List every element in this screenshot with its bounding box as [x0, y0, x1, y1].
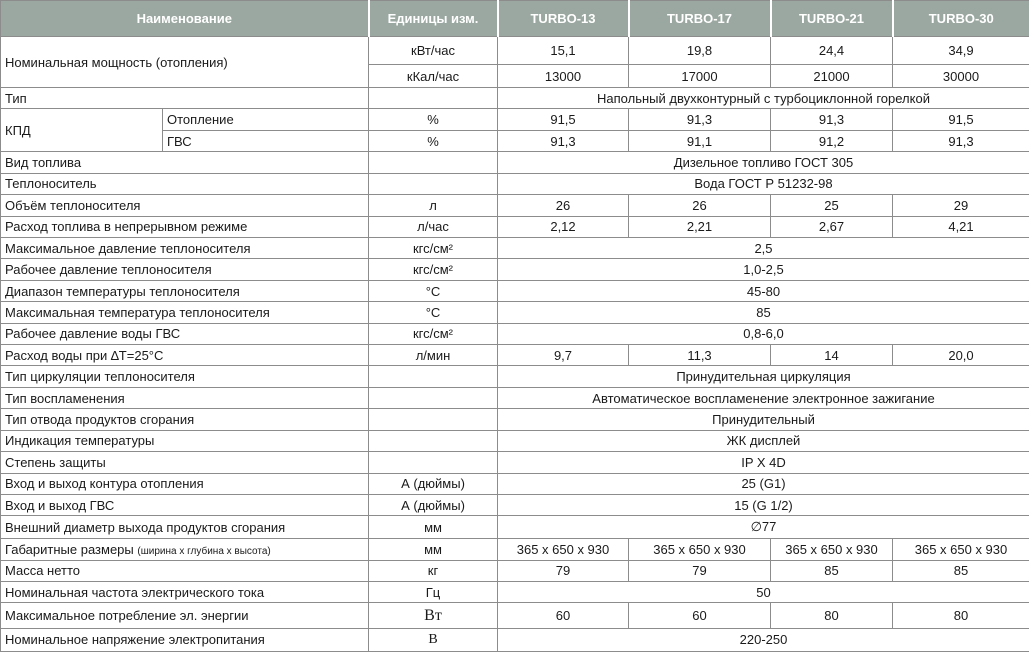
row-power-kwt-value-turbo17: 19,8 [629, 37, 771, 65]
table-row [1, 345, 1029, 366]
table-row [1, 409, 1029, 430]
row-dimensions-unit: мм [369, 539, 498, 560]
row-type-unit [369, 88, 498, 109]
row-kpd-heating-value-turbo30: 91,5 [893, 109, 1029, 130]
row-fuel-value: Дизельное топливо ГОСТ 305 [498, 152, 1029, 173]
row-frequency-value: 50 [498, 582, 1029, 603]
table-row [1, 516, 1029, 539]
row-kpd-heating-value-turbo17: 91,3 [629, 109, 771, 130]
row-power-label: Номинальная мощность (отопления) [1, 37, 369, 88]
row-max-pressure-value: 2,5 [498, 237, 1029, 258]
column-header-turbo-21: TURBO-21 [771, 1, 893, 37]
row-power-consumption-unit: Вт [369, 603, 498, 628]
row-power-kkal-unit: кКал/час [369, 65, 498, 88]
row-volume-label: Объём теплоносителя [1, 195, 369, 216]
row-type-value: Напольный двухконтурный с турбоциклонной горелкой [498, 88, 1029, 109]
header-row [1, 1, 1029, 37]
row-weight-label: Масса нетто [1, 560, 369, 581]
row-water-flow-unit: л/мин [369, 345, 498, 366]
row-frequency-label: Номинальная частота электрического тока [1, 582, 369, 603]
row-ignition-label: Тип воспламенения [1, 387, 369, 408]
table-row [1, 387, 1029, 408]
row-water-flow-value-turbo21: 14 [771, 345, 893, 366]
column-header-turbo-30: TURBO-30 [893, 1, 1029, 37]
row-indication-label: Индикация температуры [1, 430, 369, 451]
row-weight-unit: кг [369, 560, 498, 581]
row-fuel-consumption-unit: л/час [369, 216, 498, 237]
row-max-pressure-label: Максимальное давление теплоносителя [1, 237, 369, 258]
row-protection-value: IP X 4D [498, 452, 1029, 473]
row-work-pressure-label: Рабочее давление теплоносителя [1, 259, 369, 280]
row-frequency-unit: Гц [369, 582, 498, 603]
row-type-label: Тип [1, 88, 369, 109]
table-row [1, 430, 1029, 451]
row-power-kwt-value-turbo21: 24,4 [771, 37, 893, 65]
row-dhw-inout-label: Вход и выход ГВС [1, 495, 369, 516]
table-row [1, 216, 1029, 237]
row-indication-unit [369, 430, 498, 451]
row-dhw-inout-value: 15 (G 1/2) [498, 495, 1029, 516]
row-power-consumption-label: Максимальное потребление эл. энергии [1, 603, 369, 628]
row-kpd-heating-value-turbo21: 91,3 [771, 109, 893, 130]
row-power-kkal-value-turbo13: 13000 [498, 65, 629, 88]
row-work-pressure-unit: кгс/см² [369, 259, 498, 280]
table-row [1, 259, 1029, 280]
row-circulation-unit [369, 366, 498, 387]
table-row [1, 452, 1029, 473]
row-water-flow-value-turbo17: 11,3 [629, 345, 771, 366]
table-row [1, 237, 1029, 258]
row-temp-range-unit: °С [369, 280, 498, 301]
table-row [1, 495, 1029, 516]
row-ignition-value: Автоматическое воспламенение электронное зажигание [498, 387, 1029, 408]
row-power-consumption-value-turbo17: 60 [629, 603, 771, 628]
row-circulation-value: Принудительная циркуляция [498, 366, 1029, 387]
row-voltage-label: Номинальное напряжение электропитания [1, 628, 369, 651]
column-header-name: Наименование [1, 1, 369, 37]
row-fuel-consumption-value-turbo17: 2,21 [629, 216, 771, 237]
row-kpd-label: КПД [1, 109, 163, 152]
row-dhw-pressure-unit: кгс/см² [369, 323, 498, 344]
row-work-pressure-value: 1,0-2,5 [498, 259, 1029, 280]
row-power-kkal-value-turbo17: 17000 [629, 65, 771, 88]
row-volume-value-turbo17: 26 [629, 195, 771, 216]
table-row [1, 280, 1029, 301]
row-dhw-inout-unit: А (дюймы) [369, 495, 498, 516]
row-voltage-value: 220-250 [498, 628, 1029, 651]
table-row [1, 323, 1029, 344]
row-heating-inout-unit: А (дюймы) [369, 473, 498, 494]
column-header-turbo-13: TURBO-13 [498, 1, 629, 37]
table-row [1, 539, 1029, 560]
row-volume-value-turbo30: 29 [893, 195, 1029, 216]
row-dimensions-value-turbo30: 365 х 650 х 930 [893, 539, 1029, 560]
row-power-kwt-value-turbo30: 34,9 [893, 37, 1029, 65]
row-volume-unit: л [369, 195, 498, 216]
row-max-temp-unit: °С [369, 302, 498, 323]
table-row [1, 473, 1029, 494]
row-weight-value-turbo21: 85 [771, 560, 893, 581]
row-power-consumption-value-turbo30: 80 [893, 603, 1029, 628]
row-indication-value: ЖК дисплей [498, 430, 1029, 451]
row-kpd-dhw-unit: % [369, 130, 498, 151]
row-max-pressure-unit: кгс/см² [369, 237, 498, 258]
table-row [1, 152, 1029, 173]
row-max-temp-value: 85 [498, 302, 1029, 323]
column-header-turbo-17: TURBO-17 [629, 1, 771, 37]
table-row [1, 628, 1029, 651]
row-flue-diameter-label: Внешний диаметр выхода продуктов сгорания [1, 516, 369, 539]
row-power-kwt-unit: кВт/час [369, 37, 498, 65]
row-max-temp-label: Максимальная температура теплоносителя [1, 302, 369, 323]
table-row [1, 302, 1029, 323]
row-kpd-dhw-value-turbo21: 91,2 [771, 130, 893, 151]
row-weight-value-turbo30: 85 [893, 560, 1029, 581]
row-voltage-unit: В [369, 628, 498, 651]
row-kpd-dhw-value-turbo30: 91,3 [893, 130, 1029, 151]
row-exhaust-label: Тип отвода продуктов сгорания [1, 409, 369, 430]
row-flue-diameter-value: ∅77 [498, 516, 1029, 539]
table-row [1, 560, 1029, 581]
row-exhaust-value: Принудительный [498, 409, 1029, 430]
dimensions-label-note: (ширина х глубина х высота) [137, 545, 271, 557]
row-fuel-unit [369, 152, 498, 173]
row-weight-value-turbo17: 79 [629, 560, 771, 581]
row-circulation-label: Тип циркуляции теплоносителя [1, 366, 369, 387]
table-row [1, 603, 1029, 628]
row-dhw-pressure-value: 0,8-6,0 [498, 323, 1029, 344]
table-row [1, 582, 1029, 603]
row-power-kkal-value-turbo30: 30000 [893, 65, 1029, 88]
row-coolant-unit [369, 173, 498, 194]
row-kpd-heating-unit: % [369, 109, 498, 130]
dimensions-label-text: Габаритные размеры [5, 541, 134, 557]
table-row [1, 195, 1029, 216]
row-kpd-heating-label: Отопление [163, 109, 369, 130]
row-water-flow-label: Расход воды при ∆Т=25°С [1, 345, 369, 366]
row-power-kkal-value-turbo21: 21000 [771, 65, 893, 88]
row-fuel-consumption-label: Расход топлива в непрерывном режиме [1, 216, 369, 237]
row-ignition-unit [369, 387, 498, 408]
row-dimensions-value-turbo17: 365 х 650 х 930 [629, 539, 771, 560]
table-row [1, 88, 1029, 109]
row-temp-range-value: 45-80 [498, 280, 1029, 301]
row-temp-range-label: Диапазон температуры теплоносителя [1, 280, 369, 301]
row-protection-label: Степень защиты [1, 452, 369, 473]
row-kpd-dhw-value-turbo13: 91,3 [498, 130, 629, 151]
column-header-units: Единицы изм. [369, 1, 498, 37]
row-weight-value-turbo13: 79 [498, 560, 629, 581]
row-coolant-value: Вода ГОСТ Р 51232-98 [498, 173, 1029, 194]
row-dimensions-value-turbo21: 365 х 650 х 930 [771, 539, 893, 560]
row-volume-value-turbo13: 26 [498, 195, 629, 216]
row-kpd-heating-value-turbo13: 91,5 [498, 109, 629, 130]
row-kpd-dhw-value-turbo17: 91,1 [629, 130, 771, 151]
row-fuel-consumption-value-turbo13: 2,12 [498, 216, 629, 237]
row-water-flow-value-turbo13: 9,7 [498, 345, 629, 366]
row-exhaust-unit [369, 409, 498, 430]
table-row [1, 173, 1029, 194]
row-power-consumption-value-turbo13: 60 [498, 603, 629, 628]
row-kpd-dhw-label: ГВС [163, 130, 369, 151]
row-fuel-consumption-value-turbo30: 4,21 [893, 216, 1029, 237]
table-row [1, 109, 1029, 130]
row-power-consumption-value-turbo21: 80 [771, 603, 893, 628]
row-fuel-label: Вид топлива [1, 152, 369, 173]
row-volume-value-turbo21: 25 [771, 195, 893, 216]
row-dhw-pressure-label: Рабочее давление воды ГВС [1, 323, 369, 344]
table-row [1, 37, 1029, 65]
row-protection-unit [369, 452, 498, 473]
row-heating-inout-value: 25 (G1) [498, 473, 1029, 494]
row-water-flow-value-turbo30: 20,0 [893, 345, 1029, 366]
table-row [1, 366, 1029, 387]
row-flue-diameter-unit: мм [369, 516, 498, 539]
row-power-kwt-value-turbo13: 15,1 [498, 37, 629, 65]
row-fuel-consumption-value-turbo21: 2,67 [771, 216, 893, 237]
row-heating-inout-label: Вход и выход контура отопления [1, 473, 369, 494]
row-dimensions-label [1, 539, 369, 560]
row-dimensions-value-turbo13: 365 х 650 х 930 [498, 539, 629, 560]
row-coolant-label: Теплоноситель [1, 173, 369, 194]
